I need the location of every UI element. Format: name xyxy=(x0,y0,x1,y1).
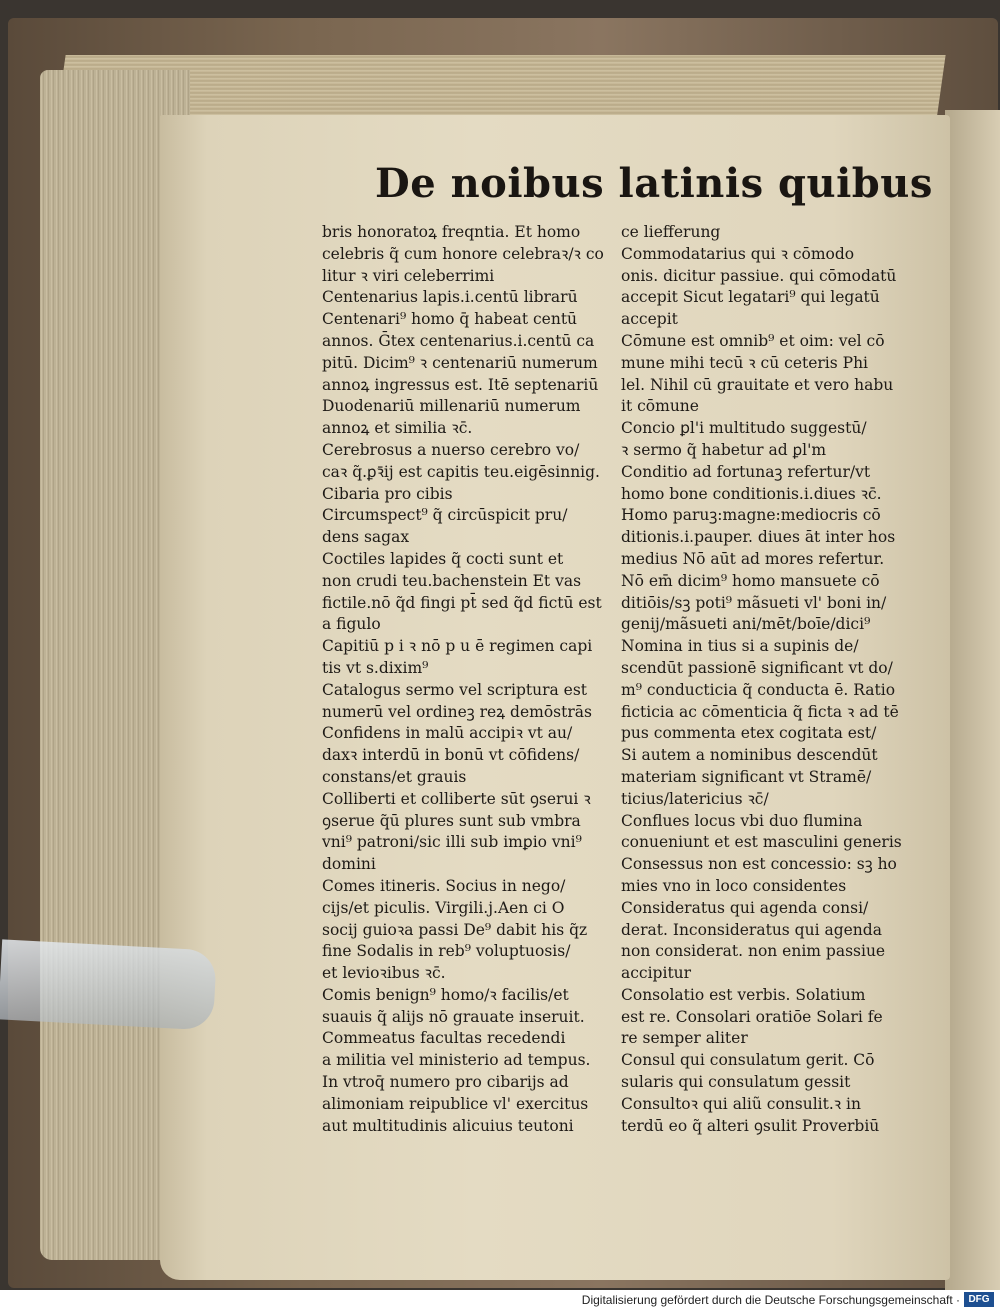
left-column-line: Coctiles lapides q̃ cocti sunt et xyxy=(322,549,564,568)
right-text-column xyxy=(621,222,921,1135)
left-column-line: celebris q̃ cum honore celebraꝛ/ꝛ co xyxy=(322,244,604,263)
left-column-line: Cerebrosus a nuerso cerebro vo/ xyxy=(322,440,580,459)
left-column-line: dens sagax xyxy=(322,528,410,547)
right-column-line: scendūt passionē significant vt do/ xyxy=(621,658,893,677)
left-column-line: annoꝝ et similia ꝛc̄. xyxy=(322,419,473,438)
left-column-line: Cibaria pro cibis xyxy=(322,484,453,503)
right-column-line: medius Nō aūt ad mores refertur. xyxy=(621,549,885,568)
left-column-line: Catalogus sermo vel scriptura est xyxy=(322,680,588,699)
right-column-line: lel. Nihil cū grauitate et vero habu xyxy=(621,375,894,394)
right-column-line: ficticia ac cōmenticia q̃ ficta ꝛ ad tē xyxy=(621,702,899,721)
right-column-line: non considerat. non enim passiue xyxy=(621,942,886,961)
left-column-line: cijs/et piculis. Virgili.j.Aen ci O xyxy=(322,898,565,917)
left-column-line: a militia vel ministerio ad tempus. xyxy=(322,1051,591,1070)
left-column-line: aut multitudinis alicuius teutoni xyxy=(322,1116,574,1135)
left-column-line: domini xyxy=(322,855,376,874)
left-column-line: Confidens in malū accipiꝛ vt au/ xyxy=(322,724,573,743)
right-column-line: onis. dicitur passiue. qui cōmodatū xyxy=(621,266,897,285)
right-column-line: sularis qui consulatum gessit xyxy=(621,1073,851,1092)
footer-credit: Digitalisierung gefördert durch die Deutsche Forschungsgemeinschaft · xyxy=(581,1293,960,1307)
left-column-line: Circumspect⁹ q̃ circūspicit pru/ xyxy=(322,506,568,525)
left-column-line: vni⁹ patroni/sic illi sub imꝑio vni⁹ xyxy=(322,833,582,852)
right-column-line: accipitur xyxy=(621,964,692,983)
bookmark-strip xyxy=(0,939,217,1030)
left-column-line: alimoniam reipublice vl' exercitus xyxy=(322,1094,589,1113)
left-column-line: Duodenariū millenariū numerum xyxy=(322,397,581,416)
left-column-line: suauis q̃ alijs nō grauate inseruit. xyxy=(322,1007,585,1026)
left-column-line: daxꝛ interdū in bonū vt cōfidens/ xyxy=(322,746,580,765)
right-column-line: derat. Inconsideratus qui agenda xyxy=(621,920,882,939)
left-column-line: In vtroq̄ numero pro cibarijs ad xyxy=(322,1073,569,1092)
left-column-line: caꝛ q̃.ꝑꝛ̄ij est capitis teu.eigēsinnig. xyxy=(322,462,600,481)
right-column-line: homo bone conditionis.i.diues ꝛc̄. xyxy=(621,484,882,503)
right-column-line: re semper aliter xyxy=(621,1029,748,1048)
left-column-line: fine Sodalis in reb⁹ voluptuosis/ xyxy=(322,942,571,961)
left-column-line: ꝯserue q̃ū plures sunt sub vmbra xyxy=(322,811,581,830)
right-column-line: Homo paruꝫ:magne:mediocris cō xyxy=(621,506,881,525)
right-column-line: ditionis.i.pauper. diues āt inter hos xyxy=(621,528,896,547)
right-column-line: Nomina in tius si a supinis de/ xyxy=(621,637,859,656)
left-column-line: tis vt s.dixim⁹ xyxy=(322,658,429,677)
right-column-line: mies vno in loco considentes xyxy=(621,876,847,895)
right-column-line: Consul qui consulatum gerit. Cō xyxy=(621,1051,875,1070)
facing-page-edge xyxy=(945,110,1000,1290)
right-column-line: Cōmune est omnib⁹ et oim: vel cō xyxy=(621,331,885,350)
right-column-line: Nō em̄ dicim⁹ homo mansuete cō xyxy=(621,571,880,590)
right-column-line: Consolatio est verbis. Solatium xyxy=(621,985,866,1004)
right-column-line: Consideratus qui agenda consi/ xyxy=(621,898,869,917)
left-column-line: bris honoratoꝝ freqntia. Et homo xyxy=(322,223,581,241)
dfg-logo: DFG xyxy=(964,1292,994,1307)
left-column-line: fictile.nō q̃d fingi pt̄ sed q̃d fictū est xyxy=(322,593,602,612)
right-column-line: Conflues locus vbi duo flumina xyxy=(621,811,863,830)
right-column-line: est re. Consolari oratiōe Solari fe xyxy=(621,1007,883,1026)
left-column-line: Comes itineris. Socius in nego/ xyxy=(322,876,566,895)
left-column-line: pitū. Dicim⁹ ꝛ centenariū numerum xyxy=(322,353,598,372)
right-column-line: it cōmune xyxy=(621,397,699,416)
page-heading: De noibus latinis quibus xyxy=(375,160,933,207)
right-column-line: Concio ꝑl'i multitudo suggestū/ xyxy=(621,419,867,438)
left-column-line: Comis benign⁹ homo/ꝛ facilis/et xyxy=(322,985,569,1004)
right-column-line: ditiōis/sꝫ poti⁹ mãsueti vl' boni in/ xyxy=(621,593,887,612)
right-column-line: terdū eo q̃ alteri ꝯsulit Proverbiū xyxy=(621,1116,880,1135)
right-column-line: ꝛ sermo q̃ habetur ad ꝑl'm xyxy=(621,440,827,459)
right-column-line: Si autem a nominibus descendūt xyxy=(621,746,878,765)
right-column-line: accepit Sicut legatari⁹ qui legatū xyxy=(621,288,880,307)
right-column-line: mune mihi tecū ꝛ cū ceteris Phi xyxy=(621,353,869,372)
left-column-line: annoꝝ ingressus est. Itē septenariū xyxy=(322,375,599,394)
left-column-line: Centenarius lapis.i.centū librarū xyxy=(322,288,578,307)
right-column-line: Commodatarius qui ꝛ cōmodo xyxy=(621,244,855,263)
left-column-line: a figulo xyxy=(322,615,381,634)
right-column-line: accepit xyxy=(621,310,678,329)
left-column-line: Commeatus facultas recedendi xyxy=(322,1029,566,1048)
left-column-line: annos. Ḡtex centenarius.i.centū ca xyxy=(322,331,595,350)
right-column-line: ticius/latericius ꝛc̄/ xyxy=(621,789,769,808)
right-column-line: pus commenta etex cogitata est/ xyxy=(621,724,877,743)
left-column-line: constans/et grauis xyxy=(322,767,467,786)
footer-bar xyxy=(0,1290,1000,1310)
left-column-line: non crudi teu.bachenstein Et vas xyxy=(322,571,582,590)
left-column-line: numerū vel ordineꝫ reꝝ demōstrās xyxy=(322,702,592,721)
left-column-line: et levioꝛibus ꝛc̄. xyxy=(322,964,446,983)
left-text-column xyxy=(322,222,622,1135)
left-column-line: socij guioꝛa passi De⁹ dabit his q̃z xyxy=(322,920,588,939)
right-column-line: Consessus non est concessio: sꝫ ho xyxy=(621,855,897,874)
right-column-line: materiam significant vt Stramē/ xyxy=(621,767,872,786)
right-column-line: Conditio ad fortunaꝫ refertur/vt xyxy=(621,462,871,481)
right-column-line: Consultoꝛ qui aliũ consulit.ꝛ in xyxy=(621,1094,861,1113)
left-column-line: litur ꝛ viri celeberrimi xyxy=(322,266,495,285)
left-column-line: Colliberti et colliberte sūt ꝯserui ꝛ xyxy=(322,789,591,808)
right-column-line: m⁹ conducticia q̃ conducta ē. Ratio xyxy=(621,680,896,699)
left-column-line: Centenari⁹ homo q̄ habeat centū xyxy=(322,310,578,329)
left-column-line: Capitiū p i ꝛ nō p u ē regimen capi xyxy=(322,637,593,656)
right-column-line: ce liefferung xyxy=(621,223,721,241)
right-column-line: genij/mãsueti ani/mēt/boīe/dici⁹ xyxy=(621,615,871,634)
right-column-line: conueniunt et est masculini generis xyxy=(621,833,902,852)
